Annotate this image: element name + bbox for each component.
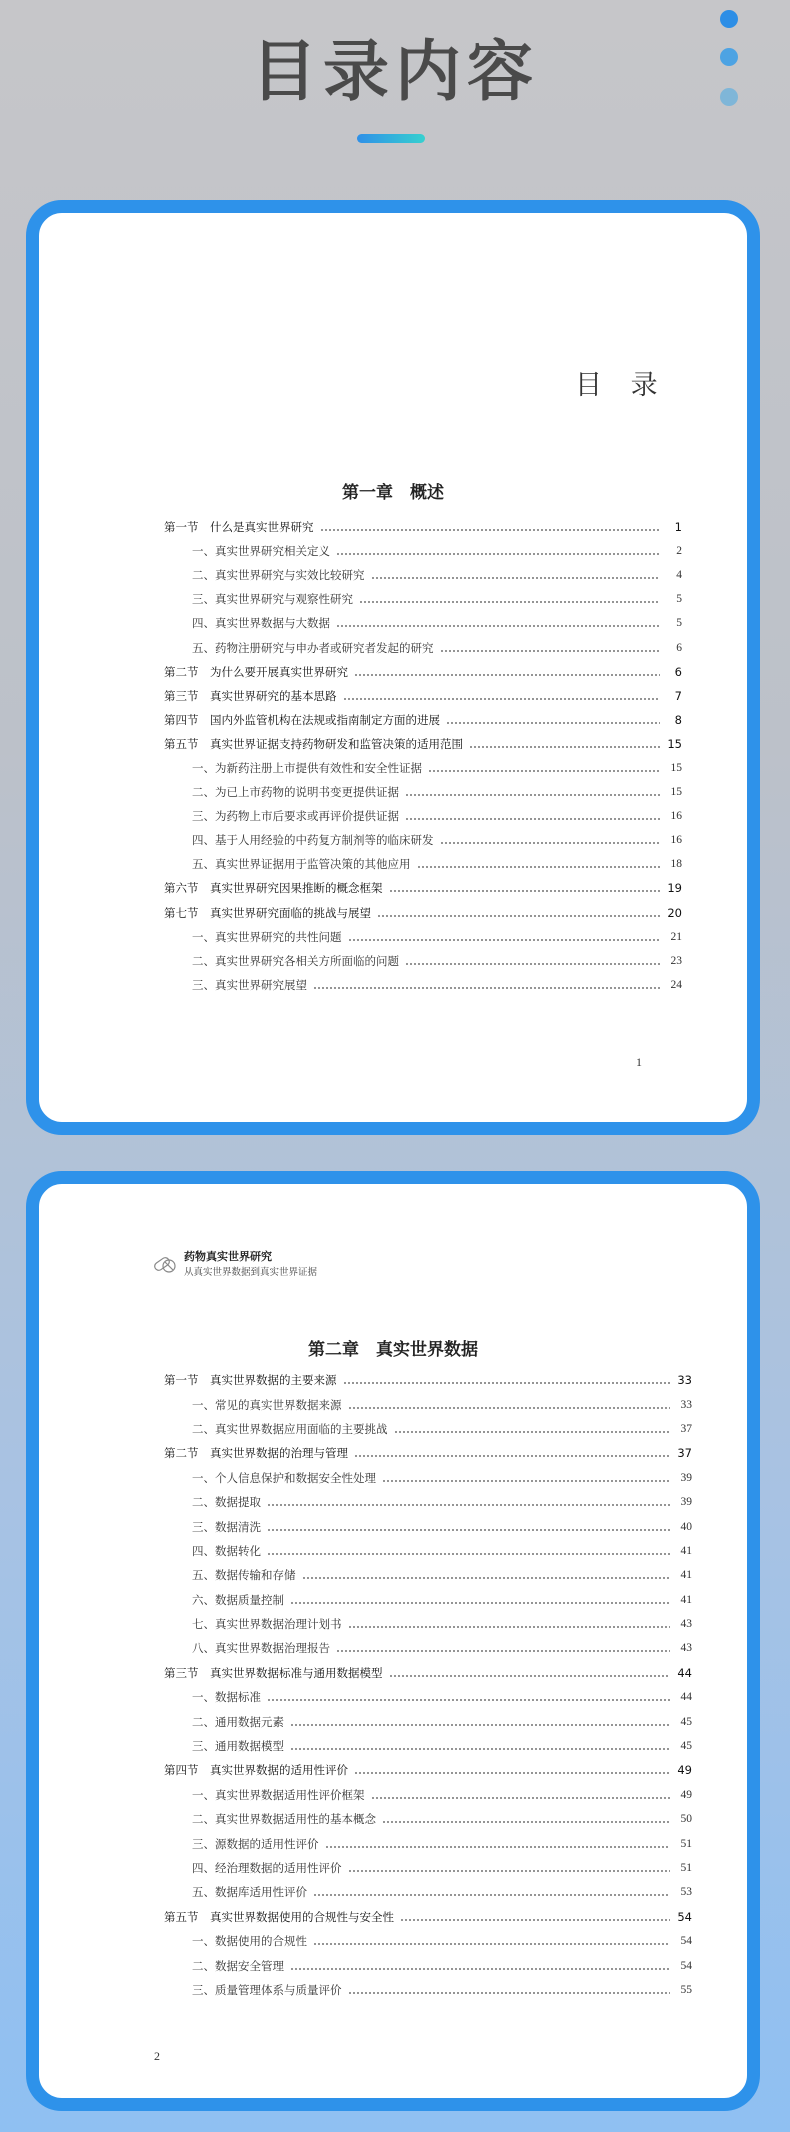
page-title: 目录内容 bbox=[251, 33, 539, 110]
chapter-title: 第一章 概述 bbox=[342, 483, 444, 503]
toc-entry-page: 2 bbox=[676, 545, 682, 558]
toc-entry-page: 37 bbox=[677, 1446, 692, 1461]
dot-icon bbox=[720, 10, 738, 28]
toc-entry-page: 16 bbox=[670, 810, 682, 823]
toc-entry-page: 43 bbox=[680, 1642, 692, 1655]
dot-leader bbox=[400, 1919, 670, 1921]
toc-entry-label: 八、真实世界数据治理报告 bbox=[192, 1643, 330, 1656]
toc-entry-page: 41 bbox=[680, 1569, 692, 1582]
toc-entry-label: 一、常见的真实世界数据来源 bbox=[192, 1399, 342, 1412]
toc-entry-label: 二、真实世界研究与实效比较研究 bbox=[192, 570, 365, 583]
toc-entry-page: 33 bbox=[680, 1398, 692, 1411]
toc-entry-page: 41 bbox=[680, 1593, 692, 1606]
dot-icon bbox=[720, 88, 738, 106]
dot-leader bbox=[371, 1797, 671, 1799]
toc-section-entry bbox=[164, 1661, 692, 1685]
toc-entry-label: 四、基于人用经验的中药复方制剂等的临床研发 bbox=[192, 835, 434, 848]
toc-entry-page: 54 bbox=[680, 1959, 692, 1972]
toc-subsection-entry bbox=[164, 804, 682, 828]
toc-entry-page: 49 bbox=[680, 1788, 692, 1801]
toc-entry-page: 51 bbox=[680, 1862, 692, 1874]
toc-entry-label: 四、数据转化 bbox=[192, 1545, 261, 1558]
toc-subsection-entry bbox=[164, 611, 682, 635]
dot-leader bbox=[290, 1968, 670, 1970]
toc-entry-page: 44 bbox=[677, 1665, 692, 1680]
dot-leader bbox=[325, 1846, 671, 1848]
toc-subsection-entry bbox=[164, 1856, 692, 1880]
toc-entry-page: 45 bbox=[680, 1740, 692, 1753]
dot-leader bbox=[336, 553, 660, 555]
toc-subsection-entry bbox=[164, 1466, 692, 1490]
dot-leader bbox=[343, 1382, 671, 1384]
toc-entry-label: 五、数据库适用性评价 bbox=[192, 1887, 307, 1900]
dot-leader bbox=[382, 1821, 670, 1823]
toc-list bbox=[164, 1368, 692, 2002]
dot-leader bbox=[348, 1626, 671, 1628]
toc-entry-page: 4 bbox=[676, 569, 682, 582]
toc-subsection-entry bbox=[164, 925, 682, 949]
toc-subsection-entry bbox=[164, 1709, 692, 1733]
toc-entry-page: 49 bbox=[677, 1763, 692, 1778]
toc-entry-page: 43 bbox=[680, 1618, 692, 1631]
toc-subsection-entry bbox=[164, 1392, 692, 1416]
toc-entry-label: 七、真实世界数据治理计划书 bbox=[192, 1619, 342, 1632]
toc-entry-label: 第四节 真实世界数据的适用性评价 bbox=[164, 1763, 348, 1778]
toc-entry-page: 19 bbox=[667, 881, 682, 896]
toc-entry-label: 一、数据使用的合规性 bbox=[192, 1936, 307, 1949]
toc-entry-label: 五、药物注册研究与申办者或研究者发起的研究 bbox=[192, 642, 434, 655]
toc-subsection-entry bbox=[164, 1929, 692, 1953]
toc-entry-label: 一、数据标准 bbox=[192, 1692, 261, 1705]
toc-entry-page: 6 bbox=[674, 664, 682, 679]
title-underline bbox=[357, 134, 425, 143]
toc-entry-page: 18 bbox=[670, 858, 682, 871]
dot-leader bbox=[428, 770, 660, 772]
toc-entry-page: 16 bbox=[670, 834, 682, 847]
dot-leader bbox=[417, 866, 661, 868]
dot-leader bbox=[320, 529, 661, 531]
toc-entry-label: 二、真实世界研究各相关方所面临的问题 bbox=[192, 955, 399, 968]
toc-entry-label: 三、真实世界研究与观察性研究 bbox=[192, 594, 353, 607]
toc-entry-label: 第一节 什么是真实世界研究 bbox=[164, 520, 314, 535]
dot-leader bbox=[354, 1455, 670, 1457]
toc-entry-page: 39 bbox=[680, 1471, 692, 1484]
toc-entry-page: 15 bbox=[670, 786, 682, 799]
toc-entry-label: 第四节 国内外监管机构在法规或指南制定方面的进展 bbox=[164, 712, 440, 727]
toc-subsection-entry bbox=[164, 1734, 692, 1758]
toc-entry-page: 50 bbox=[680, 1813, 692, 1826]
toc-section-entry bbox=[164, 515, 682, 539]
dot-leader bbox=[313, 1943, 670, 1945]
toc-section-entry bbox=[164, 684, 682, 708]
toc-subsection-entry bbox=[164, 1880, 692, 1904]
toc-subsection-entry bbox=[164, 756, 682, 780]
toc-subsection-entry bbox=[164, 949, 682, 973]
toc-section-entry bbox=[164, 1905, 692, 1929]
dot-leader bbox=[348, 939, 661, 941]
toc-subsection-entry bbox=[164, 1539, 692, 1563]
toc-entry-page: 23 bbox=[670, 954, 682, 967]
dot-leader bbox=[382, 1480, 670, 1482]
toc-entry-page: 54 bbox=[680, 1935, 692, 1948]
toc-entry-label: 三、为药物上市后要求或再评价提供证据 bbox=[192, 811, 399, 824]
dot-leader bbox=[446, 722, 660, 724]
toc-entry-page: 55 bbox=[680, 1983, 692, 1996]
dot-leader bbox=[377, 915, 660, 917]
dot-leader bbox=[313, 987, 660, 989]
toc-entry-label: 第二节 真实世界数据的治理与管理 bbox=[164, 1446, 348, 1461]
dot-leader bbox=[440, 842, 661, 844]
dot-leader bbox=[389, 890, 661, 892]
dot-icon bbox=[720, 48, 738, 66]
toc-entry-page: 53 bbox=[680, 1886, 692, 1899]
dot-leader bbox=[440, 650, 661, 652]
toc-subsection-entry bbox=[164, 1978, 692, 2002]
toc-entry-label: 第一节 真实世界数据的主要来源 bbox=[164, 1373, 337, 1388]
toc-entry-page: 5 bbox=[676, 593, 682, 606]
toc-entry-label: 第六节 真实世界研究因果推断的概念框架 bbox=[164, 881, 383, 896]
toc-subsection-entry bbox=[164, 1514, 692, 1538]
toc-subsection-entry bbox=[164, 587, 682, 611]
toc-entry-page: 7 bbox=[674, 688, 682, 703]
toc-entry-label: 第三节 真实世界研究的基本思路 bbox=[164, 688, 337, 703]
toc-entry-page: 1 bbox=[674, 520, 682, 535]
toc-entry-page: 24 bbox=[670, 978, 682, 991]
toc-subsection-entry bbox=[164, 780, 682, 804]
toc-entry-page: 39 bbox=[680, 1496, 692, 1509]
toc-subsection-entry bbox=[164, 539, 682, 563]
dot-leader bbox=[405, 794, 660, 796]
toc-page-card-2 bbox=[26, 1171, 760, 2111]
dot-leader bbox=[359, 601, 660, 603]
toc-subsection-entry bbox=[164, 1831, 692, 1855]
toc-list bbox=[164, 515, 682, 997]
toc-entry-page: 33 bbox=[677, 1373, 692, 1388]
toc-entry-label: 二、真实世界数据应用面临的主要挑战 bbox=[192, 1423, 388, 1436]
toc-entry-page: 8 bbox=[674, 712, 682, 727]
toc-entry-page: 15 bbox=[670, 761, 682, 774]
dot-leader bbox=[389, 1675, 671, 1677]
dot-leader bbox=[371, 577, 661, 579]
toc-entry-label: 四、真实世界数据与大数据 bbox=[192, 618, 330, 631]
book-header bbox=[152, 1248, 317, 1278]
toc-entry-label: 三、源数据的适用性评价 bbox=[192, 1838, 319, 1851]
toc-section-entry bbox=[164, 708, 682, 732]
toc-subsection-entry bbox=[164, 1953, 692, 1977]
toc-entry-label: 六、数据质量控制 bbox=[192, 1594, 284, 1607]
toc-page-card-1 bbox=[26, 200, 760, 1135]
toc-entry-label: 二、通用数据元素 bbox=[192, 1716, 284, 1729]
toc-entry-label: 一、真实世界数据适用性评价框架 bbox=[192, 1789, 365, 1802]
toc-entry-label: 三、通用数据模型 bbox=[192, 1741, 284, 1754]
toc-subsection-entry bbox=[164, 1685, 692, 1709]
toc-entry-page: 5 bbox=[676, 617, 682, 630]
dot-leader bbox=[336, 1650, 670, 1652]
toc-entry-label: 第五节 真实世界证据支持药物研发和监管决策的适用范围 bbox=[164, 736, 463, 751]
toc-entry-label: 五、真实世界证据用于监管决策的其他应用 bbox=[192, 859, 411, 872]
toc-entry-label: 三、质量管理体系与质量评价 bbox=[192, 1984, 342, 1997]
dot-leader bbox=[348, 1407, 671, 1409]
toc-entry-label: 二、为已上市药物的说明书变更提供证据 bbox=[192, 787, 399, 800]
toc-entry-label: 一、真实世界研究的共性问题 bbox=[192, 931, 342, 944]
dot-leader bbox=[290, 1748, 670, 1750]
toc-subsection-entry bbox=[164, 1783, 692, 1807]
dot-leader bbox=[302, 1577, 671, 1579]
toc-section-entry bbox=[164, 901, 682, 925]
dot-leader bbox=[354, 674, 660, 676]
dot-leader bbox=[336, 625, 660, 627]
dot-leader bbox=[267, 1699, 670, 1701]
dot-leader bbox=[405, 963, 660, 965]
toc-entry-label: 第二节 为什么要开展真实世界研究 bbox=[164, 664, 348, 679]
toc-entry-page: 15 bbox=[667, 736, 682, 751]
toc-entry-label: 一、为新药注册上市提供有效性和安全性证据 bbox=[192, 762, 422, 775]
toc-entry-label: 第七节 真实世界研究面临的挑战与展望 bbox=[164, 905, 371, 920]
toc-entry-page: 41 bbox=[680, 1544, 692, 1557]
toc-subsection-entry bbox=[164, 852, 682, 876]
dot-leader bbox=[313, 1894, 670, 1896]
dot-leader bbox=[354, 1772, 670, 1774]
pill-logo-icon bbox=[152, 1251, 178, 1275]
toc-entry-page: 37 bbox=[680, 1422, 692, 1435]
toc-subsection-entry bbox=[164, 1417, 692, 1441]
chapter-title: 第二章 真实世界数据 bbox=[308, 1340, 478, 1360]
toc-subsection-entry bbox=[164, 973, 682, 997]
toc-entry-page: 54 bbox=[677, 1909, 692, 1924]
toc-entry-label: 第五节 真实世界数据使用的合规性与安全性 bbox=[164, 1909, 394, 1924]
toc-section-entry bbox=[164, 660, 682, 684]
toc-entry-label: 一、个人信息保护和数据安全性处理 bbox=[192, 1472, 376, 1485]
toc-subsection-entry bbox=[164, 1636, 692, 1660]
dot-leader bbox=[348, 1992, 671, 1994]
toc-section-entry bbox=[164, 1368, 692, 1392]
toc-entry-page: 40 bbox=[680, 1520, 692, 1533]
toc-subsection-entry bbox=[164, 828, 682, 852]
dot-leader bbox=[343, 698, 661, 700]
toc-entry-label: 五、数据传输和存储 bbox=[192, 1570, 296, 1583]
page-number: 2 bbox=[154, 2049, 160, 2063]
dot-leader bbox=[348, 1870, 671, 1872]
toc-entry-page: 44 bbox=[680, 1691, 692, 1704]
dot-leader bbox=[469, 746, 660, 748]
toc-entry-label: 一、真实世界研究相关定义 bbox=[192, 546, 330, 559]
dot-leader bbox=[290, 1724, 670, 1726]
toc-section-entry bbox=[164, 1758, 692, 1782]
toc-entry-label: 三、真实世界研究展望 bbox=[192, 979, 307, 992]
toc-subsection-entry bbox=[164, 1563, 692, 1587]
book-subtitle: 从真实世界数据到真实世界证据 bbox=[184, 1267, 318, 1278]
dot-leader bbox=[267, 1553, 670, 1555]
toc-entry-label: 二、真实世界数据适用性的基本概念 bbox=[192, 1814, 376, 1827]
toc-entry-page: 45 bbox=[680, 1715, 692, 1728]
toc-subsection-entry bbox=[164, 1807, 692, 1831]
toc-entry-label: 二、数据提取 bbox=[192, 1497, 261, 1510]
toc-section-entry bbox=[164, 732, 682, 756]
page-number: 1 bbox=[636, 1055, 642, 1069]
toc-entry-label: 二、数据安全管理 bbox=[192, 1960, 284, 1973]
dot-leader bbox=[405, 818, 660, 820]
toc-section-entry bbox=[164, 1441, 692, 1465]
toc-entry-page: 20 bbox=[667, 905, 682, 920]
dot-leader bbox=[267, 1504, 670, 1506]
dot-leader bbox=[290, 1602, 670, 1604]
toc-entry-page: 6 bbox=[676, 641, 682, 654]
toc-entry-page: 21 bbox=[670, 930, 682, 943]
toc-entry-page: 51 bbox=[680, 1837, 692, 1850]
toc-subsection-entry bbox=[164, 1588, 692, 1612]
toc-subsection-entry bbox=[164, 1612, 692, 1636]
toc-entry-label: 第三节 真实世界数据标准与通用数据模型 bbox=[164, 1665, 383, 1680]
toc-entry-label: 四、经治理数据的适用性评价 bbox=[192, 1863, 342, 1875]
toc-subsection-entry bbox=[164, 563, 682, 587]
toc-section-entry bbox=[164, 876, 682, 900]
toc-heading: 目 录 bbox=[575, 370, 668, 401]
toc-subsection-entry bbox=[164, 1490, 692, 1514]
dot-leader bbox=[267, 1529, 670, 1531]
book-title: 药物真实世界研究 bbox=[184, 1250, 272, 1263]
dot-leader bbox=[394, 1431, 671, 1433]
toc-subsection-entry bbox=[164, 635, 682, 659]
toc-entry-label: 三、数据清洗 bbox=[192, 1521, 261, 1534]
